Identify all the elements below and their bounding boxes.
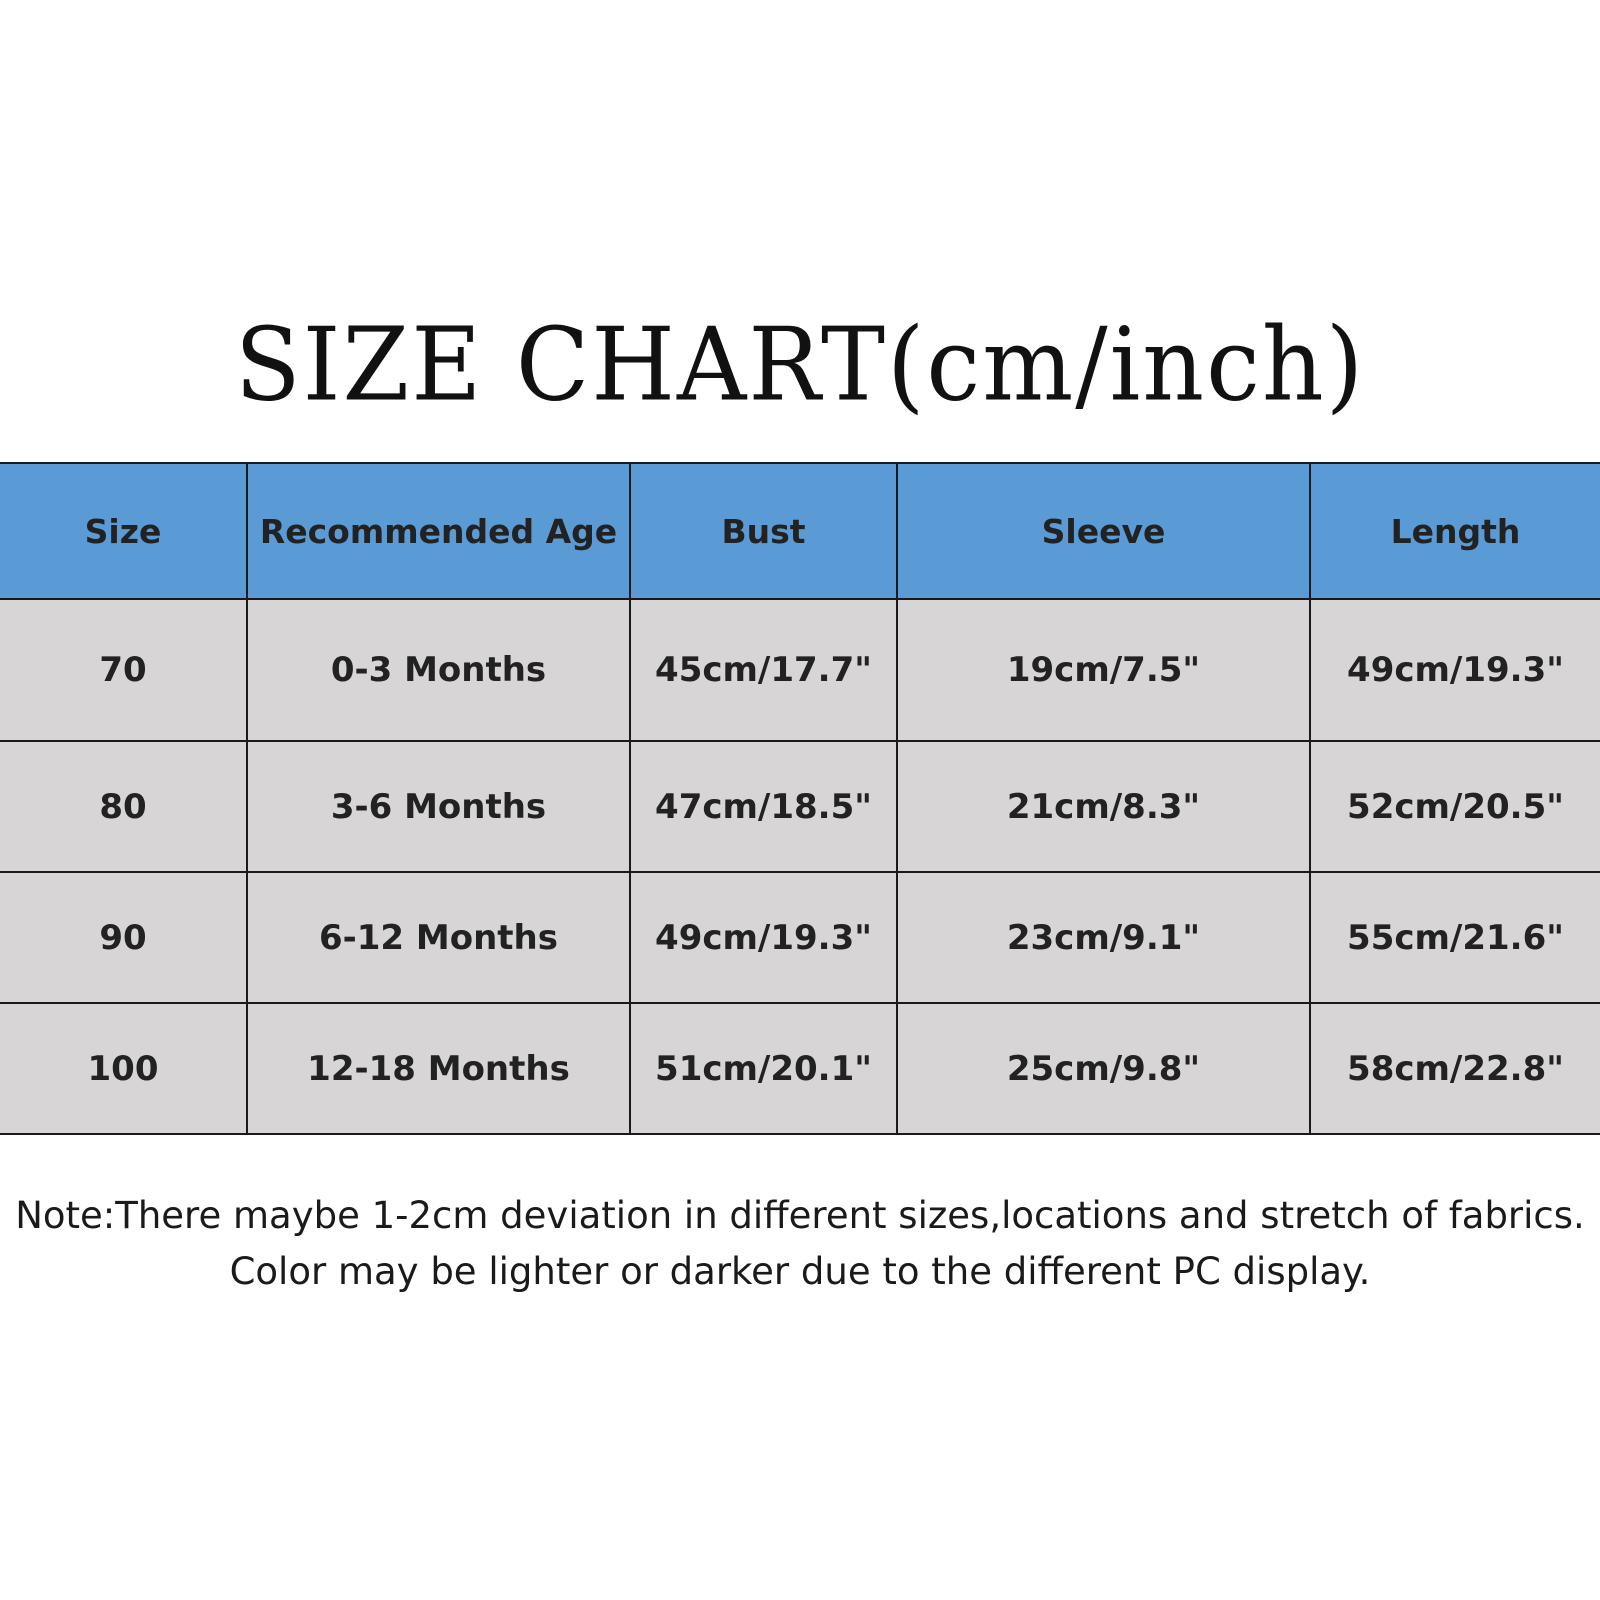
cell-bust: 47cm/18.5" (630, 741, 897, 872)
cell-length: 52cm/20.5" (1310, 741, 1600, 872)
cell-size: 100 (0, 1003, 247, 1134)
header-bust: Bust (630, 463, 897, 599)
cell-length: 49cm/19.3" (1310, 599, 1600, 741)
header-recommended-age: Recommended Age (247, 463, 630, 599)
cell-bust: 51cm/20.1" (630, 1003, 897, 1134)
header-size: Size (0, 463, 247, 599)
cell-bust: 45cm/17.7" (630, 599, 897, 741)
cell-sleeve: 19cm/7.5" (897, 599, 1310, 741)
header-length: Length (1310, 463, 1600, 599)
cell-recommended-age: 3-6 Months (247, 741, 630, 872)
cell-length: 58cm/22.8" (1310, 1003, 1600, 1134)
cell-recommended-age: 12-18 Months (247, 1003, 630, 1134)
cell-size: 90 (0, 872, 247, 1003)
table-row (0, 1003, 1600, 1134)
header-sleeve: Sleeve (897, 463, 1310, 599)
size-note (0, 1188, 1600, 1300)
note-line-color: Color may be lighter or darker due to the different PC display. (229, 1250, 1371, 1293)
cell-sleeve: 21cm/8.3" (897, 741, 1310, 872)
table-row (0, 599, 1600, 741)
cell-recommended-age: 0-3 Months (247, 599, 630, 741)
cell-recommended-age: 6-12 Months (247, 872, 630, 1003)
cell-size: 80 (0, 741, 247, 872)
cell-sleeve: 23cm/9.1" (897, 872, 1310, 1003)
table-row (0, 741, 1600, 872)
page-title: SIZE CHART(cm/inch) (234, 306, 1366, 424)
size-chart-table (0, 462, 1600, 1135)
cell-length: 55cm/21.6" (1310, 872, 1600, 1003)
table-row (0, 872, 1600, 1003)
cell-size: 70 (0, 599, 247, 741)
cell-sleeve: 25cm/9.8" (897, 1003, 1310, 1134)
cell-bust: 49cm/19.3" (630, 872, 897, 1003)
note-line-deviation: Note:There maybe 1-2cm deviation in different sizes,locations and stretch of fabrics. (15, 1194, 1585, 1237)
table-header-row (0, 463, 1600, 599)
